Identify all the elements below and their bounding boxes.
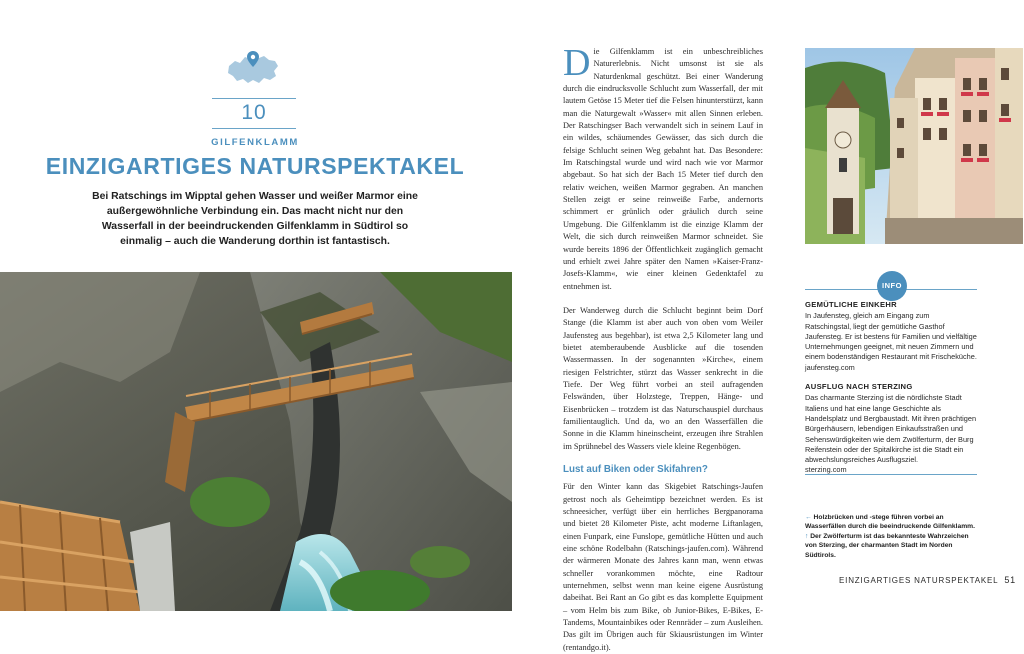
caption-gorge-text: Holzbrücken und -stege führen vorbei an Wasserfällen durch die beeindruckende Gilfenklamm. [805, 514, 975, 531]
info-text-einkehr [805, 311, 977, 373]
article-body [563, 42, 763, 654]
info-body-sterzing: Das charmante Sterzing ist die nördlichste Stadt Italiens und hat eine lange Geschichte als Handelsplatz und Bergbaustadt. Mit ihren prächtigen Bürgerhäusern, lebendigen Einkaufsstraßen und Sehenswürdigkeiten wie dem Zwölferturm, der Burg Reifenstein oder der Spitalkirche ist die Stadt ein abwechslungsreiches Ausflugsziel. [805, 393, 977, 465]
info-link-sterzing[interactable]: sterzing.com [805, 465, 847, 475]
info-title-sterzing: AUSFLUG NACH STERZING [805, 382, 913, 392]
number-rule-top [212, 98, 296, 99]
dropcap: D [563, 42, 591, 84]
spread-number: 10 [241, 101, 267, 124]
paragraph-2: Der Wanderweg durch die Schlucht beginnt beim Dorf Stange (die Klamm ist aber auch von oben vom Weiler Jaufensteg aus begehbar), ist etwa 2,5 Kilometer lang und bietet atemberaubende Ausblicke auf die tosenden Wassermassen. In der sogenannten »Kirche«, einem riesigen Felstrichter, stürzt das Wasser senkrecht in die Tiefe. Der Weg führt vorbei an steil aufragenden Felswänden, über Holzstege, Treppen, Hänge- und Eisenbrücken – trotzdem ist das Naturschauspiel durchaus familientauglich. Und da, wo an den Wasserfällen die Sonne in die Klamm hineinscheint, erzeugen ihre Strahlen im Sprühnebel des Wassers viele kleine Regenbögen. [563, 305, 763, 451]
info-link-jaufensteg[interactable]: jaufensteg.com [805, 362, 855, 372]
info-text-sterzing [805, 393, 977, 475]
caption-sterzing-text: Der Zwölferturm ist das bekannteste Wahrzeichen von Sterzing, der charmanten Stadt im Norden Südtirols. [805, 532, 969, 559]
paragraph-1: ie Gilfenklamm ist ein unbeschreibliches Naturerlebnis. Nicht umsonst ist sie als Naturdenkmal geschützt. Bei einer Wanderung durch die eindrucksvolle Schlucht zum Wasserfall, der mit lautem Getöse 15 Meter tief die Felsen hinunterstürzt, kann man die Naturgewalt »Wasser« mit allen Sinnen erleben. Der Ratschingser Bach verwandelt sich in seinem Lauf in ein wildes, schäumendes Gewässer, das sich durch die felsige Schlucht seinen Weg gebahnt hat. Das Besondere: Im Ratschingstal wurde und wird nach wie vor Marmor abgebaut. So hat sich der Bach 15 Meter tief durch den relativ weichen, weißen Marmor gegraben. An manchen Stellen zeigt er seine reinweiße Farbe, andernorts schimmert er grünlich oder gräulich durch seine Umgebung. Die Gilfenklamm ist die einzige Klamm der Welt, die sich durch reinweißen Marmor schneidet. Sie wurde bereits 1896 der Öffentlichkeit zugänglich gemacht und erhielt zwei Jahre später den Namen »Kaiser-Franz-Josefs-Klamm«, wie einer kleinen Gedenktafel zu entnehmen ist. [563, 47, 763, 291]
info-rule-bottom [805, 474, 977, 475]
number-rule-bottom [212, 128, 296, 129]
caption-gorge [805, 513, 977, 532]
page-footer [836, 575, 1016, 585]
info-title-einkehr: GEMÜTLICHE EINKEHR [805, 300, 897, 309]
up-arrow-icon: ↑ [805, 532, 809, 540]
photo-captions [805, 513, 977, 560]
sterzing-town-photo [805, 48, 1023, 244]
footer-section-title: EINZIGARTIGES NATURSPEKTAKEL [839, 576, 999, 585]
headline: EINZIGARTIGES NATURSPEKTAKEL [45, 153, 465, 179]
info-body-einkehr: In Jaufensteg, gleich am Eingang zum Ratschingstal, liegt der gemütliche Gasthof Jaufensteg. Er ist bestens für Familien und vielfältige Unternehmungen geeignet, mit neuen Zimmern und einem bodenständigen Restaurant mit Frischeküche. [805, 311, 977, 362]
south-tyrol-map-icon [226, 50, 280, 86]
paragraph-3: Für den Winter kann das Skigebiet Ratschings-Jaufen getrost noch als Geheimtipp bezeichnet werden. Es ist schneesicher, verfügt über ein herrliches Bergpanorama und bietet 28 Kilometer Piste, acht moderne Liftanlagen, einen Funpark, eine Funslope, gemütliche Hütten und auch eine schöne Rodelbahn (Ratschings-jaufen.com). Während der wärmeren Monate des Jahres kann man, wenn etwas schneller vorankommen möchte, eine Radtour unternehmen, selbst wenn man keine eigene Ausrüstung dabeihat. Bei Rant an Go gibt es das komplette Equipment – vom Helm bis zum Bike, ob Junior-Bikes, E-Bikes, E-Tandems, Mountainbikes oder Rennräder – zum Ausleihen. Das gilt im Übrigen auch für Skiausrüstungen im Winter (rentandgo.it). [563, 482, 763, 652]
info-badge: INFO [877, 271, 907, 301]
left-arrow-icon: ← [805, 514, 812, 521]
info-box [805, 300, 977, 485]
page-number: 51 [1004, 575, 1016, 585]
caption-sterzing [805, 532, 977, 560]
gorge-photo [0, 272, 512, 611]
kicker: GILFENKLAMM [211, 137, 299, 148]
subheading: Lust auf Biken oder Skifahren? [563, 464, 708, 475]
teaser-text: Bei Ratschings im Wipptal gehen Wasser und weißer Marmor eine außergewöhnliche Verbindung ein. Das macht nicht nur den Wasserfall in der beeindruckenden Gilfenklamm in Südtirol so einmalig – auch die Wanderung dorthin ist fantastisch. [92, 191, 418, 247]
